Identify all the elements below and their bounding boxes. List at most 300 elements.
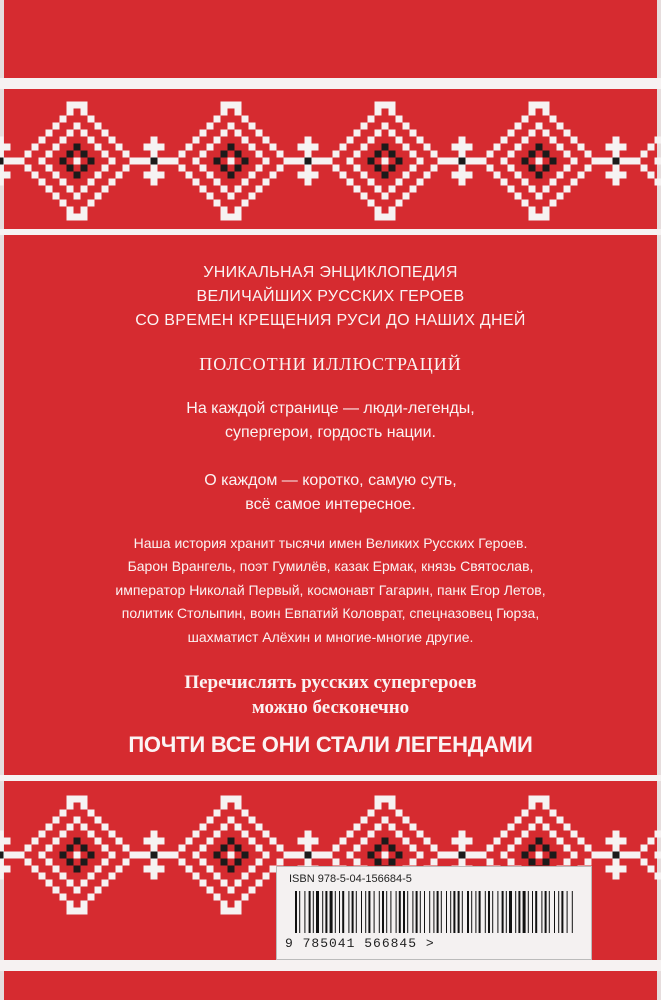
ornament-cell — [354, 130, 361, 137]
ornament-cell — [0, 158, 4, 165]
ornament-cell — [46, 880, 53, 887]
ornament-cell — [221, 796, 228, 803]
ornament-cell — [235, 908, 242, 915]
ornament-cell — [46, 165, 53, 172]
ornament-cell — [585, 165, 592, 172]
ornament-cell — [529, 845, 536, 852]
ornament-cell — [382, 817, 389, 824]
ornament-cell — [74, 193, 81, 200]
ornament-cell — [151, 179, 158, 186]
ornament-cell — [109, 179, 116, 186]
paragraph2-line-1: О каждом — коротко, самую суть, — [204, 472, 457, 489]
barcode-bar — [348, 891, 349, 933]
ornament-cell — [487, 859, 494, 866]
ornament-cell — [53, 123, 60, 130]
ornament-cell — [529, 796, 536, 803]
ornament-cell — [368, 116, 375, 123]
ornament-cell — [88, 852, 95, 859]
ornament-cell — [256, 845, 263, 852]
ornament-cell — [81, 214, 88, 221]
ornament-cell — [522, 200, 529, 207]
ornament-cell — [543, 151, 550, 158]
ornament-cell — [4, 172, 11, 179]
ornament-cell — [550, 852, 557, 859]
ornament-cell — [305, 852, 312, 859]
ornament-cell — [242, 158, 249, 165]
ornament-cell — [305, 859, 312, 866]
ornament-cell — [333, 845, 340, 852]
ornament-cell — [102, 151, 109, 158]
ornament-cell — [543, 803, 550, 810]
ornament-cell — [312, 144, 319, 151]
ornament-cell — [88, 200, 95, 207]
ornament-cell — [207, 887, 214, 894]
ornament-cell — [613, 165, 620, 172]
ornament-cell — [53, 172, 60, 179]
barcode-bar — [382, 891, 384, 933]
ornament-cell — [389, 186, 396, 193]
ornament-cell — [242, 137, 249, 144]
ornament-cell — [347, 831, 354, 838]
ornament-cell — [0, 172, 4, 179]
ornament-cell — [361, 817, 368, 824]
ornament-cell — [74, 214, 81, 221]
barcode-bar — [437, 891, 439, 933]
ornament-cell — [354, 859, 361, 866]
ornament-cell — [543, 796, 550, 803]
ornament-cell — [46, 186, 53, 193]
ornament-cell — [186, 144, 193, 151]
ornament-cell — [375, 845, 382, 852]
ornament-cell — [522, 179, 529, 186]
ornament-cell — [305, 831, 312, 838]
barcode-bar — [313, 891, 314, 933]
ornament-cell — [536, 123, 543, 130]
ornament-cell — [368, 831, 375, 838]
ornament-cell — [151, 172, 158, 179]
barcode-bar — [424, 891, 425, 933]
ornament-cell — [81, 186, 88, 193]
ornament-cell — [214, 137, 221, 144]
barcode-bar — [532, 891, 533, 933]
ornament-cell — [515, 817, 522, 824]
ornament-cell — [564, 186, 571, 193]
ornament-cell — [207, 172, 214, 179]
ornament-cell — [536, 817, 543, 824]
ornament-cell — [655, 158, 661, 165]
ornament-cell — [249, 866, 256, 873]
barcode-bar — [558, 891, 559, 933]
ornament-cell — [60, 852, 67, 859]
ornament-cell — [452, 158, 459, 165]
ornament-cell — [235, 803, 242, 810]
ornament-cell — [221, 165, 228, 172]
ornament-cell — [305, 158, 312, 165]
ornament-cell — [228, 193, 235, 200]
ornament-cell — [214, 810, 221, 817]
ornament-cell — [354, 165, 361, 172]
ornament-cell — [375, 803, 382, 810]
ornament-cell — [515, 838, 522, 845]
ornament-cell — [529, 151, 536, 158]
ornament-cell — [620, 852, 627, 859]
ornament-cell — [0, 144, 4, 151]
ornament-cell — [102, 859, 109, 866]
ornament-cell — [326, 158, 333, 165]
ornament-cell — [403, 193, 410, 200]
ornament-cell — [487, 165, 494, 172]
ornament-cell — [305, 144, 312, 151]
ornament-cell — [200, 824, 207, 831]
ornament-cell — [550, 831, 557, 838]
ornament-cell — [599, 852, 606, 859]
ornament-cell — [613, 838, 620, 845]
ornament-cell — [487, 845, 494, 852]
ornament-cell — [151, 859, 158, 866]
ornament-cell — [613, 172, 620, 179]
ornament-cell — [235, 130, 242, 137]
ornament-cell — [606, 144, 613, 151]
ornament-cell — [158, 158, 165, 165]
ornament-cell — [340, 144, 347, 151]
ornament-cell — [158, 144, 165, 151]
barcode-bar — [471, 891, 472, 933]
ornament-cell — [613, 179, 620, 186]
paragraph3-line-3: император Николай Первый, космонавт Гагарин, панк Егор Летов, — [115, 582, 546, 598]
ornament-cell — [67, 901, 74, 908]
ornament-cell — [158, 838, 165, 845]
ornament-cell — [459, 179, 466, 186]
ornament-cell — [242, 116, 249, 123]
ornament-cell — [389, 803, 396, 810]
ornament-cell — [193, 158, 200, 165]
ornament-cell — [165, 852, 172, 859]
ornament-cell — [452, 144, 459, 151]
ornament-cell — [494, 172, 501, 179]
ornament-cell — [200, 186, 207, 193]
ornament-cell — [263, 852, 270, 859]
ornament-cell — [67, 186, 74, 193]
ornament-cell — [88, 179, 95, 186]
ornament-cell — [389, 165, 396, 172]
ornament-cell — [186, 866, 193, 873]
ornament-cell — [67, 796, 74, 803]
ornament-cell — [88, 137, 95, 144]
ornament-cell — [543, 102, 550, 109]
ornament-cell — [277, 151, 284, 158]
ornament-cell — [102, 845, 109, 852]
ornament-cell — [4, 144, 11, 151]
ornament-cell — [438, 158, 445, 165]
ornament-cell — [459, 151, 466, 158]
ornament-cell — [67, 908, 74, 915]
ornament-cell — [60, 200, 67, 207]
ornament-cell — [235, 151, 242, 158]
ornament-cell — [158, 172, 165, 179]
ornament-cell — [81, 845, 88, 852]
barcode-bar — [352, 891, 354, 933]
ornament-cell — [221, 859, 228, 866]
ornament-cell — [270, 838, 277, 845]
ornament-cell — [158, 866, 165, 873]
barcode-bar — [462, 891, 463, 933]
ornament-cell — [39, 137, 46, 144]
ornament-cell — [81, 109, 88, 116]
paragraph3-line-5: шахматист Алёхин и многие-многие другие. — [187, 629, 474, 645]
isbn-text: ISBN 978-5-04-156684-5 — [289, 873, 412, 885]
barcode-bar — [335, 891, 336, 933]
ornament-cell — [60, 137, 67, 144]
barcode-bar — [403, 891, 405, 933]
ornament-cell — [585, 151, 592, 158]
ornament-cell — [67, 845, 74, 852]
ornament-cell — [291, 852, 298, 859]
ornament-cell — [410, 130, 417, 137]
ornament-cell — [214, 852, 221, 859]
ornament-cell — [144, 158, 151, 165]
tagline: ПОЧТИ ВСЕ ОНИ СТАЛИ ЛЕГЕНДАМИ — [128, 732, 533, 757]
ornament-cell — [536, 838, 543, 845]
ornament-cell — [109, 852, 116, 859]
ornament-cell — [424, 172, 431, 179]
ornament-cell — [361, 838, 368, 845]
ornament-cell — [228, 817, 235, 824]
ornament-cell — [648, 172, 655, 179]
ornament-cell — [403, 123, 410, 130]
ornament-cell — [375, 859, 382, 866]
ornament-cell — [564, 165, 571, 172]
ornament-cell — [32, 144, 39, 151]
barcode-bar — [412, 891, 413, 933]
ornament-cell — [431, 859, 438, 866]
top-white-stripe — [0, 78, 661, 89]
ornament-cell — [417, 158, 424, 165]
ornament-cell — [515, 193, 522, 200]
ornament-cell — [102, 130, 109, 137]
ornament-cell — [508, 165, 515, 172]
ornament-cell — [67, 165, 74, 172]
ornament-cell — [375, 186, 382, 193]
ornament-cell — [396, 200, 403, 207]
ornament-cell — [242, 810, 249, 817]
barcode-bar — [361, 891, 362, 933]
ornament-cell — [396, 831, 403, 838]
ornament-cell — [375, 165, 382, 172]
ornament-cell — [242, 831, 249, 838]
ornament-cell — [235, 214, 242, 221]
ornament-cell — [228, 796, 235, 803]
ornament-cell — [221, 109, 228, 116]
paragraph3-line-4: политик Столыпин, воин Евпатий Коловрат, спецназовец Гюрза, — [121, 605, 540, 621]
ornament-cell — [95, 144, 102, 151]
ornament-cell — [466, 172, 473, 179]
ornament-cell — [235, 901, 242, 908]
ornament-cell — [368, 158, 375, 165]
ornament-cell — [312, 852, 319, 859]
ornament-cell — [431, 845, 438, 852]
ornament-cell — [606, 172, 613, 179]
ornament-cell — [242, 873, 249, 880]
ornament-cell — [571, 137, 578, 144]
barcode-bar — [309, 891, 311, 933]
ornament-cell — [550, 158, 557, 165]
ornament-cell — [249, 172, 256, 179]
ornament-cell — [207, 123, 214, 130]
ornament-cell — [144, 852, 151, 859]
ornament-cell — [144, 144, 151, 151]
ornament-cell — [347, 158, 354, 165]
ornament-cell — [305, 151, 312, 158]
ornament-cell — [529, 102, 536, 109]
ornament-cell — [305, 137, 312, 144]
ornament-cell — [81, 796, 88, 803]
ornament-cell — [655, 852, 661, 859]
ornament-cell — [606, 838, 613, 845]
ornament-cell — [256, 824, 263, 831]
ornament-cell — [95, 887, 102, 894]
ornament-cell — [0, 838, 4, 845]
ornament-cell — [536, 214, 543, 221]
ornament-cell — [53, 866, 60, 873]
barcode-bar — [342, 891, 344, 933]
ornament-cell — [501, 852, 508, 859]
ornament-cell — [578, 144, 585, 151]
ornament-cell — [543, 130, 550, 137]
ornament-cell — [0, 179, 4, 186]
barcode-bar — [554, 891, 555, 933]
ornament-cell — [508, 859, 515, 866]
ornament-cell — [179, 165, 186, 172]
ornament-cell — [144, 838, 151, 845]
ornament-cell — [375, 130, 382, 137]
ornament-cell — [74, 172, 81, 179]
ornament-cell — [557, 144, 564, 151]
ornament-cell — [228, 102, 235, 109]
ornament-cell — [228, 144, 235, 151]
ornament-cell — [242, 852, 249, 859]
ornament-cell — [74, 144, 81, 151]
ornament-cell — [0, 859, 4, 866]
ornament-cell — [641, 151, 648, 158]
ornament-cell — [0, 845, 4, 852]
ornament-cell — [60, 116, 67, 123]
ornament-cell — [88, 158, 95, 165]
ornament-cell — [403, 144, 410, 151]
ornament-cell — [81, 824, 88, 831]
ornament-cell — [74, 158, 81, 165]
ornament-cell — [39, 852, 46, 859]
ornament-cell — [214, 158, 221, 165]
ornament-cell — [501, 179, 508, 186]
ornament-cell — [249, 123, 256, 130]
intro-line-1: УНИКАЛЬНАЯ ЭНЦИКЛОПЕДИЯ — [203, 264, 458, 281]
barcode-bar — [295, 891, 297, 933]
bottom-upper-stripe — [0, 775, 661, 781]
ornament-cell — [25, 845, 32, 852]
ornament-cell — [263, 179, 270, 186]
ornament-cell — [641, 845, 648, 852]
bottom-white-stripe — [0, 960, 661, 971]
barcode-bar — [488, 891, 490, 933]
ornament-cell — [18, 852, 25, 859]
barcode-bar — [497, 891, 498, 933]
ornament-cell — [123, 859, 130, 866]
ornament-cell — [508, 186, 515, 193]
ornament-cell — [249, 193, 256, 200]
ornament-cell — [333, 151, 340, 158]
ornament-cell — [249, 144, 256, 151]
barcode-bar — [509, 891, 512, 933]
ornament-cell — [81, 165, 88, 172]
ornament-cell — [417, 137, 424, 144]
ornament-cell — [74, 102, 81, 109]
ornament-cell — [459, 165, 466, 172]
ornament-cell — [347, 852, 354, 859]
ornament-cell — [39, 158, 46, 165]
ornament-cell — [368, 810, 375, 817]
barcode-bar — [518, 891, 520, 933]
ornament-cell — [116, 866, 123, 873]
ornament-cell — [382, 158, 389, 165]
ornament-cell — [193, 873, 200, 880]
barcode-bar — [515, 891, 516, 933]
barcode-bar — [453, 891, 455, 933]
ornament-cell — [200, 130, 207, 137]
barcode-bar — [523, 891, 526, 933]
ornament-cell — [459, 859, 466, 866]
barcode-icon — [295, 891, 575, 933]
ornament-cell — [305, 165, 312, 172]
ornament-cell — [326, 852, 333, 859]
ornament-cell — [221, 130, 228, 137]
ornament-cell — [67, 207, 74, 214]
ornament-cell — [515, 172, 522, 179]
ornament-cell — [557, 123, 564, 130]
ornament-cell — [88, 116, 95, 123]
ornament-cell — [95, 866, 102, 873]
ornament-cell — [277, 859, 284, 866]
ornament-cell — [571, 852, 578, 859]
ornament-cell — [375, 824, 382, 831]
ornament-cell — [298, 838, 305, 845]
ornament-cell — [375, 214, 382, 221]
ornament-cell — [0, 873, 4, 880]
ornament-cell — [480, 158, 487, 165]
barcode-bar — [374, 891, 375, 933]
ornament-cell — [543, 824, 550, 831]
ornament-cell — [0, 165, 4, 172]
barcode-bar — [446, 891, 447, 933]
ornament-cell — [186, 838, 193, 845]
emphasis-line-1: Перечислять русских супергероев — [184, 672, 477, 693]
ornament-cell — [74, 838, 81, 845]
barcode-bar — [379, 891, 380, 933]
ornament-cell — [340, 838, 347, 845]
ornament-cell — [361, 193, 368, 200]
ornament-cell — [375, 102, 382, 109]
ornament-cell — [67, 130, 74, 137]
ornament-cell — [354, 186, 361, 193]
ornament-cell — [60, 810, 67, 817]
ornament-cell — [543, 214, 550, 221]
ornament-cell — [396, 179, 403, 186]
ornament-cell — [389, 859, 396, 866]
ornament-cell — [613, 859, 620, 866]
ornament-cell — [221, 186, 228, 193]
ornament-cell — [634, 852, 641, 859]
ornament-cell — [529, 803, 536, 810]
ornament-cell — [151, 144, 158, 151]
